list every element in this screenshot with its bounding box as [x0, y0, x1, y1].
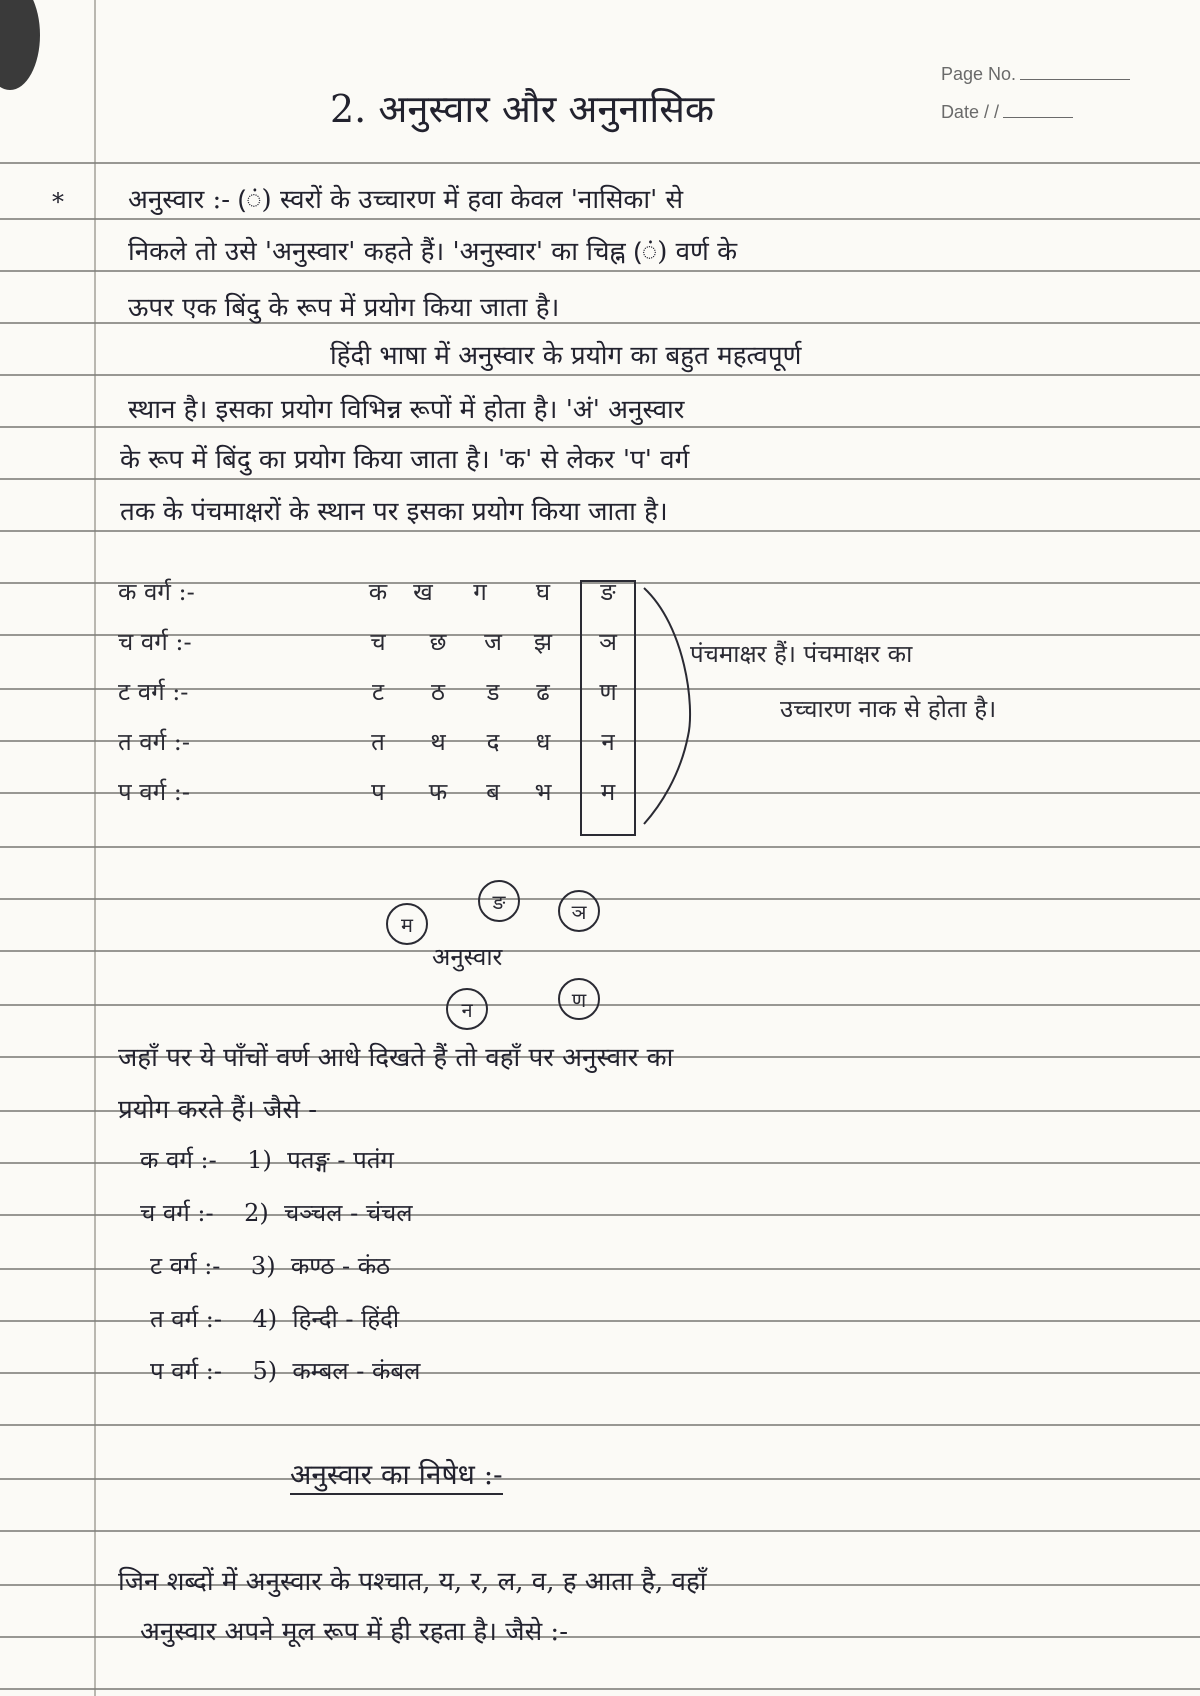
- example-row: त वर्ग :- 4) हिन्दी - हिंदी: [150, 1305, 400, 1333]
- ruled-line: [0, 1478, 1200, 1480]
- example-num: 2): [244, 1199, 269, 1227]
- varga-letter: ब: [486, 778, 500, 806]
- date-label: Date: [940, 102, 979, 122]
- varga-name: ट वर्ग :-: [118, 678, 189, 706]
- example-num: 4): [252, 1305, 278, 1333]
- example-num: 1): [247, 1146, 272, 1174]
- example-num: 3): [250, 1252, 276, 1280]
- letter-circle: ण: [558, 978, 600, 1020]
- varga-letter: क: [368, 578, 388, 606]
- bullet-mark: *: [52, 188, 64, 216]
- ruled-line: [0, 1424, 1200, 1426]
- varga-letter: भ: [534, 778, 552, 806]
- intro-line: स्थान है। इसका प्रयोग विभिन्न रूपों में होता है। 'अं' अनुस्वार: [128, 395, 685, 425]
- date-value: / /: [983, 102, 999, 122]
- letter-circle: ङ: [478, 880, 520, 922]
- intro-line: अनुस्वार :- (ं) स्वरों के उच्चारण में हवा केवल 'नासिका' से: [128, 185, 684, 215]
- varga-letter: न: [601, 728, 615, 756]
- ruled-line: [0, 530, 1200, 532]
- example-varga: प वर्ग :-: [150, 1357, 222, 1385]
- varga-letter: ठ: [431, 678, 445, 706]
- example-row: ट वर्ग :- 3) कण्ठ - कंठ: [150, 1252, 391, 1280]
- ruled-line: [0, 478, 1200, 480]
- varga-letter: ख: [413, 578, 433, 606]
- example-word: पतङ्ग: [287, 1146, 330, 1174]
- example-result: कंबल: [371, 1357, 421, 1385]
- ruled-line: [0, 426, 1200, 428]
- diagram-center-label: अनुस्वार: [432, 943, 503, 971]
- ruled-line: [0, 1530, 1200, 1532]
- rule-line: जहाँ पर ये पाँचों वर्ण आधे दिखते हैं तो वहाँ पर अनुस्वार का: [118, 1043, 674, 1073]
- varga-name: क वर्ग :-: [118, 578, 195, 606]
- varga-letter: ङ: [600, 578, 616, 606]
- ruled-line: [0, 270, 1200, 272]
- example-varga: ट वर्ग :-: [150, 1252, 221, 1280]
- letter-circle: न: [446, 988, 488, 1030]
- final-line: अनुस्वार अपने मूल रूप में ही रहता है। जैसे :-: [140, 1617, 568, 1647]
- ruled-line: [0, 1004, 1200, 1006]
- example-word: कम्बल: [292, 1357, 349, 1385]
- intro-line: ऊपर एक बिंदु के रूप में प्रयोग किया जाता है।: [128, 293, 560, 323]
- example-varga: क वर्ग :-: [140, 1146, 217, 1174]
- varga-name: त वर्ग :-: [118, 728, 190, 756]
- subheading: [290, 1455, 503, 1493]
- varga-letter: ढ: [536, 678, 550, 706]
- intro-line: के रूप में बिंदु का प्रयोग किया जाता है। 'क' से लेकर 'प' वर्ग: [120, 445, 690, 475]
- example-word: चञ्चल: [283, 1199, 343, 1227]
- subheading-text: अनुस्वार का निषेध :-: [290, 1458, 503, 1495]
- varga-letter: ड: [486, 678, 500, 706]
- page-header-meta: [941, 55, 1130, 131]
- ruled-line: [0, 374, 1200, 376]
- page-no-field: [941, 55, 1130, 93]
- ruled-line: [0, 846, 1200, 848]
- page-no-label: Page No.: [940, 64, 1016, 84]
- letter-circle: ञ: [558, 890, 600, 932]
- ruled-line: [0, 162, 1200, 164]
- varga-name: प वर्ग :-: [118, 778, 190, 806]
- date-field: [941, 93, 1130, 131]
- varga-letter: घ: [535, 578, 551, 606]
- ruled-line: [0, 898, 1200, 900]
- example-row: क वर्ग :- 1) पतङ्ग - पतंग: [140, 1146, 394, 1174]
- ruled-line: [0, 950, 1200, 952]
- varga-letter: छ: [429, 628, 447, 656]
- example-result: पतंग: [353, 1146, 394, 1174]
- letter-circle: म: [386, 903, 428, 945]
- panchmakshar-box: [580, 580, 636, 836]
- varga-name: च वर्ग :-: [118, 628, 192, 656]
- panch-note: उच्चारण नाक से होता है।: [780, 695, 997, 723]
- example-result: कंठ: [357, 1252, 391, 1280]
- example-word: कण्ठ: [290, 1252, 335, 1280]
- example-num: 5): [252, 1357, 278, 1385]
- rule-line: प्रयोग करते हैं। जैसे -: [118, 1095, 318, 1125]
- example-word: हिन्दी: [292, 1305, 338, 1333]
- varga-letter: त: [371, 728, 385, 756]
- varga-letter: ण: [599, 678, 617, 706]
- example-result: चंचल: [365, 1199, 413, 1227]
- varga-letter: ध: [535, 728, 551, 756]
- varga-letter: झ: [533, 628, 553, 656]
- ruled-line: [0, 1688, 1200, 1690]
- example-row: च वर्ग :- 2) चञ्चल - चंचल: [140, 1199, 413, 1227]
- margin-line: [94, 0, 96, 1696]
- page-corner-shadow: [0, 0, 40, 90]
- example-result: हिंदी: [361, 1305, 400, 1333]
- ruled-line: [0, 218, 1200, 220]
- varga-letter: प: [371, 778, 385, 806]
- example-varga: त वर्ग :-: [150, 1305, 222, 1333]
- varga-letter: फ: [428, 778, 448, 806]
- varga-letter: ज: [484, 628, 502, 656]
- brace-icon: [640, 586, 700, 826]
- varga-letter: ञ: [599, 628, 617, 656]
- intro-line: तक के पंचमाक्षरों के स्थान पर इसका प्रयोग किया जाता है।: [120, 497, 668, 527]
- example-varga: च वर्ग :-: [140, 1199, 214, 1227]
- varga-letter: ग: [473, 578, 487, 606]
- varga-letter: थ: [430, 728, 446, 756]
- panch-note: पंचमाक्षर हैं। पंचमाक्षर का: [690, 640, 913, 668]
- intro-line: निकले तो उसे 'अनुस्वार' कहते हैं। 'अनुस्वार' का चिह्न (ं) वर्ण के: [128, 237, 738, 267]
- varga-letter: च: [370, 628, 386, 656]
- varga-letter: म: [600, 778, 616, 806]
- varga-letter: ट: [371, 678, 385, 706]
- example-row: प वर्ग :- 5) कम्बल - कंबल: [150, 1357, 421, 1385]
- varga-letter: द: [486, 728, 500, 756]
- final-line: जिन शब्दों में अनुस्वार के पश्चात, य, र, ल, व, ह आता है, वहाँ: [118, 1567, 707, 1597]
- page-title: 2. अनुस्वार और अनुनासिक: [330, 87, 715, 131]
- intro-line: हिंदी भाषा में अनुस्वार के प्रयोग का बहुत महत्वपूर्ण: [330, 341, 802, 371]
